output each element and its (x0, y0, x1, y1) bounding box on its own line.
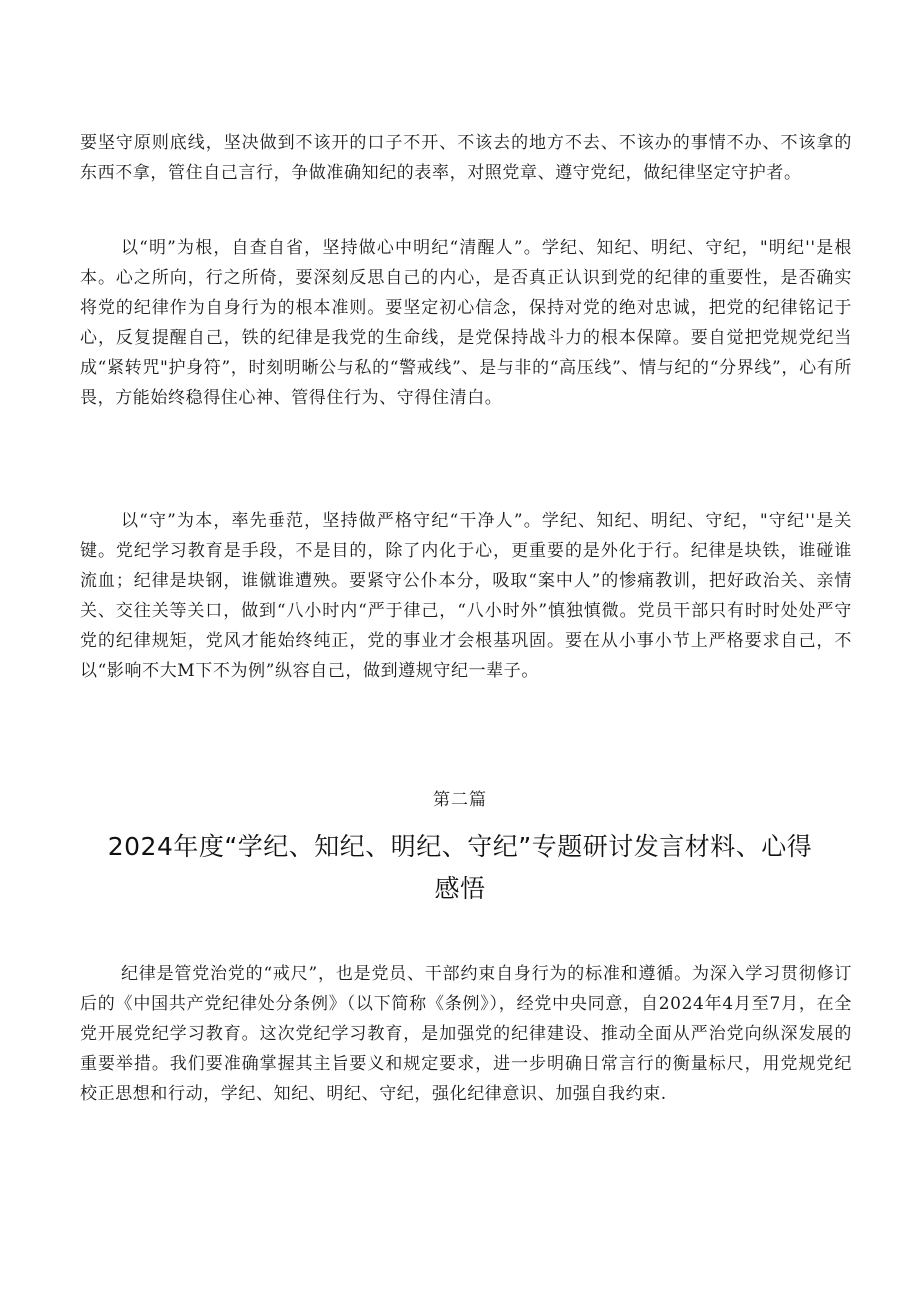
body-paragraph: 以“明”为根，自查自省，坚持做心中明纪“清醒人”。学纪、知纪、明纪、守纪，"明纪''是根本。心之所向，行之所倚，要深刻反思自己的内心，是否真正认识到党的纪律的重要性，是否确实将党的纪律作为自身行为的根本准则。要坚定初心信念，保持对党的绝对忠诚，把党的纪律铭记于心，反复提醒自己，铁的纪律是我党的生命线，是党保持战斗力的根本保障。要自觉把党规党纪当成“紧转咒"护身符”，时刻明晰公与私的“警戒线”、是与非的“高压线”、情与纪的“分界线”，心有所畏，方能始终稳得住心神、管得住行为、守得住清白。 (80, 238, 852, 408)
section-label: 第二篇 (433, 790, 487, 810)
body-paragraph: 要坚守原则底线，坚决做到不该开的口子不开、不该去的地方不去、不该办的事情不办、不该拿的东西不拿，管住自己言行，争做准确知纪的表率，对照党章、遵守党纪，做纪律坚定守护者。 (80, 133, 852, 183)
body-paragraph: 以“守”为本，率先垂范，坚持做严格守纪“干净人”。学纪、知纪、明纪、守纪，"守纪''是关键。党纪学习教育是手段，不是目的，除了内化于心，更重要的是外化于行。纪律是块铁，谁碰谁流血；纪律是块钢，谁僦谁遭殃。要紧守公仆本分，吸取“案中人”的惨痛教训，把好政治关、亲情关、交往关等关口，做到“八小时内“严于律己，“八小时外”慎独慎微。党员干部只有时时处处严守党的纪律规矩，党风才能始终纯正，党的事业才会根基巩固。要在从小事小节上严格要求自己，不以“影响不大M下不为例”纵容自己，做到遵规守纪一辈子。 (80, 511, 852, 681)
document-title: 2024年度“学纪、知纪、明纪、守纪”专题研讨发言材料、心得感悟 (107, 832, 813, 903)
body-paragraph: 纪律是管党治党的“戒尺”，也是党员、干部约束自身行为的标准和遵循。为深入学习贯彻修订后的《中国共产党纪律处分条例》（以下简称《条例》），经党中央同意，自2024年4月至7月，在全党开展党纪学习教育。这次党纪学习教育，是加强党的纪律建设、推动全面从严治党向纵深发展的重要举措。我们要准确掌握其主旨要义和规定要求，进一步明确日常言行的衡量标尺，用党规党纪校正思想和行动，学纪、知纪、明纪、守纪，强化纪律意识、加强自我约束. (80, 964, 852, 1104)
